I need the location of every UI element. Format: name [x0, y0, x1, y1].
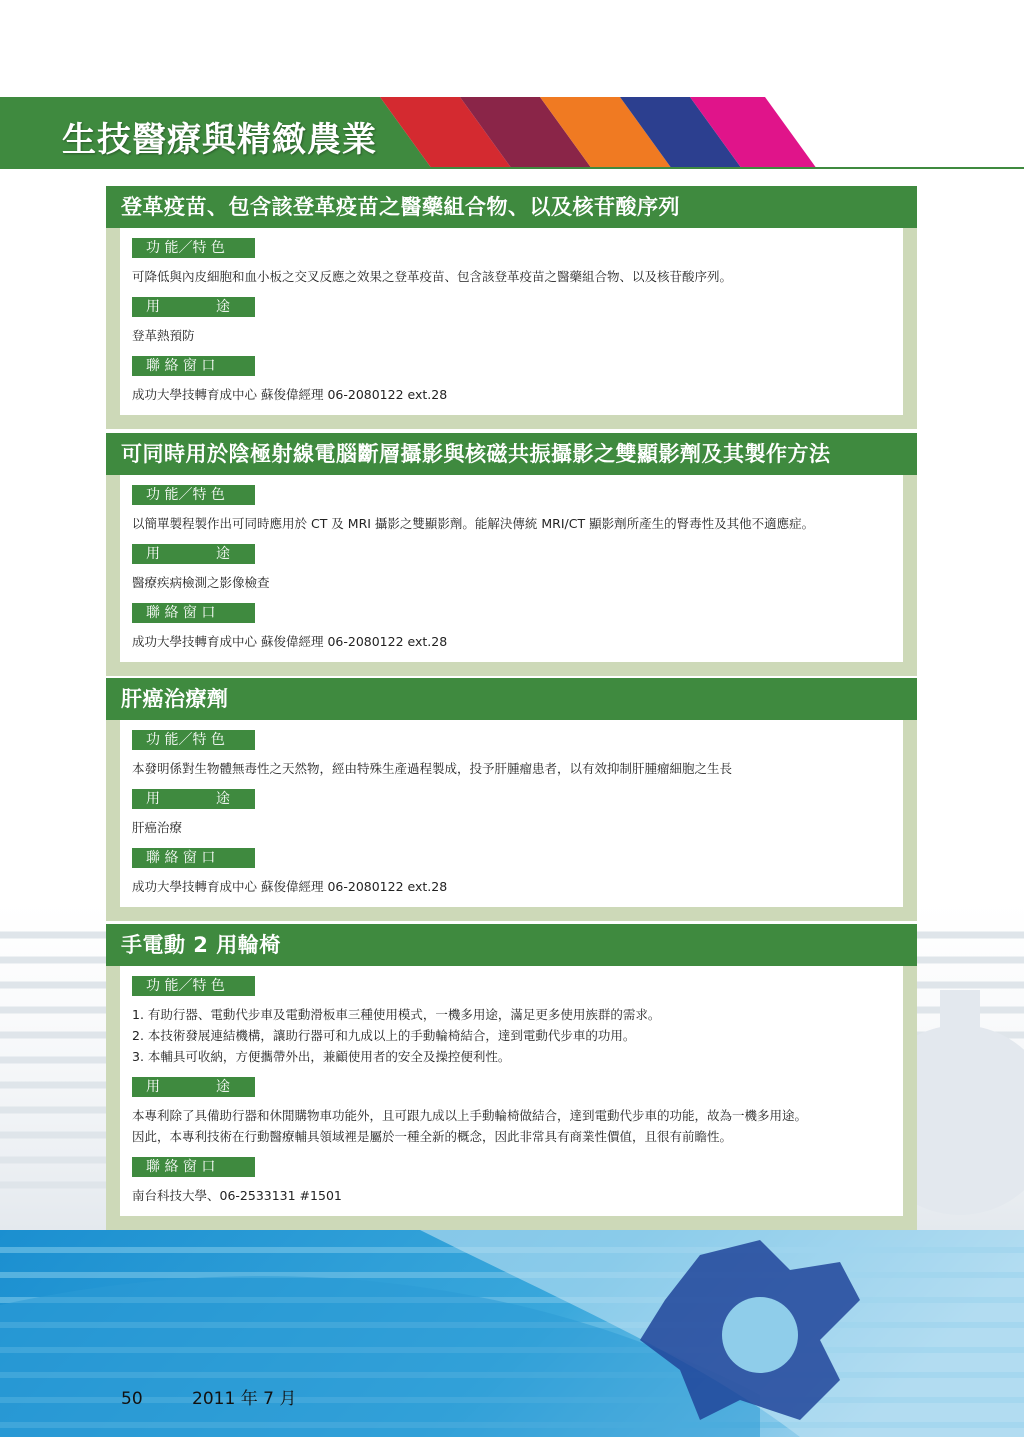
feature-line: 3. 本輔具可收納，方便攜帶外出，兼顧使用者的安全及操控便利性。	[132, 1049, 511, 1064]
page-footer	[121, 1384, 296, 1409]
section-body	[120, 475, 903, 662]
contact-label: 聯 絡 窗 口	[132, 356, 255, 376]
feature-label: 功 能／特 色	[132, 238, 255, 258]
contact-text: 成功大學技轉育成中心 蘇俊偉經理 06-2080122 ext.28	[132, 387, 448, 402]
feature-text: 以簡單製程製作出可同時應用於 CT 及 MRI 攝影之雙顯影劑。能解決傳統 MRI/CT 顯影劑所產生的腎毒性及其他不適應症。	[132, 516, 815, 531]
contact-label: 聯 絡 窗 口	[132, 848, 255, 868]
use-label: 用 途	[132, 1077, 255, 1097]
use-text: 肝癌治療	[132, 820, 183, 835]
feature-line: 1. 有助行器、電動代步車及電動滑板車三種使用模式，一機多用途，滿足更多使用族群的需求。	[132, 1007, 661, 1022]
use-text	[132, 1105, 891, 1147]
section-body	[120, 228, 903, 415]
section-dual-contrast-agent	[106, 433, 917, 676]
feature-text	[132, 1004, 891, 1067]
use-label: 用 途	[132, 544, 255, 564]
section-wheelchair	[106, 924, 917, 1230]
section-title: 可同時用於陰極射線電腦斷層攝影與核磁共振攝影之雙顯影劑及其製作方法	[106, 433, 917, 475]
use-text: 醫療疾病檢測之影像檢查	[132, 575, 270, 590]
page-title: 生技醫療與精緻農業	[62, 120, 377, 160]
use-label: 用 途	[132, 789, 255, 809]
use-line: 因此，本專利技術在行動醫療輔具領域裡是屬於一種全新的概念，因此非常具有商業性價值，且很有前瞻性。	[132, 1129, 733, 1144]
contact-text: 成功大學技轉育成中心 蘇俊偉經理 06-2080122 ext.28	[132, 879, 448, 894]
issue-date: 2011 年 7 月	[192, 1389, 297, 1409]
use-label: 用 途	[132, 297, 255, 317]
section-body	[120, 720, 903, 907]
section-dengue-vaccine	[106, 186, 917, 429]
feature-label: 功 能／特 色	[132, 976, 255, 996]
section-title: 肝癌治療劑	[106, 678, 917, 720]
section-body	[120, 966, 903, 1216]
contact-label: 聯 絡 窗 口	[132, 1157, 255, 1177]
feature-label: 功 能／特 色	[132, 730, 255, 750]
contact-label: 聯 絡 窗 口	[132, 603, 255, 623]
page-number: 50	[121, 1389, 143, 1409]
use-line: 本專利除了具備助行器和休閒購物車功能外，且可跟九成以上手動輪椅做結合，達到電動代步車的功能，故為一機多用途。	[132, 1108, 808, 1123]
feature-label: 功 能／特 色	[132, 485, 255, 505]
feature-text: 可降低與內皮細胞和血小板之交叉反應之效果之登革疫苗、包含該登革疫苗之醫藥組合物、以及核苷酸序列。	[132, 269, 733, 284]
section-liver-cancer	[106, 678, 917, 921]
contact-text: 成功大學技轉育成中心 蘇俊偉經理 06-2080122 ext.28	[132, 634, 448, 649]
section-title: 手電動 2 用輪椅	[106, 924, 917, 966]
use-text: 登革熱預防	[132, 328, 195, 343]
section-title: 登革疫苗、包含該登革疫苗之醫藥組合物、以及核苷酸序列	[106, 186, 917, 228]
feature-text: 本發明係對生物體無毒性之天然物，經由特殊生產過程製成，投予肝腫瘤患者，以有效抑制肝腫瘤細胞之生長	[132, 761, 733, 776]
feature-line: 2. 本技術發展連結機構，讓助行器可和九成以上的手動輪椅結合，達到電動代步車的功用。	[132, 1028, 636, 1043]
contact-text: 南台科技大學、06-2533131 #1501	[132, 1188, 342, 1203]
